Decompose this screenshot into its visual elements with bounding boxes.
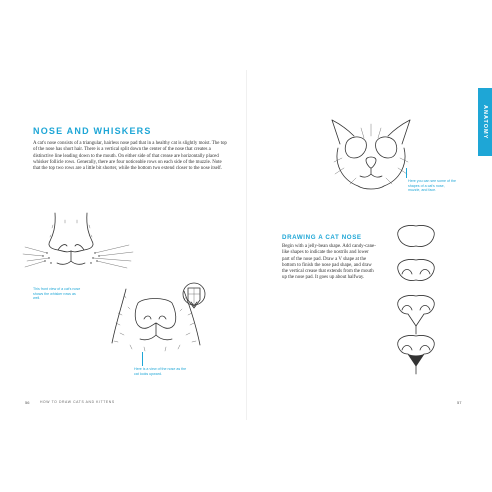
chapter-tab-label: ANATOMY — [482, 104, 488, 140]
head-sketch-diagram — [179, 280, 209, 320]
section-body-text: A cat's nose consists of a triangular, hairless nose pad that in a healthy cat is slightly moist. The top of the nose has short hair. There is a vertical split down the center of the nose that creates a distinctive line leading down to the mouth. On either side of that crease are horizontally placed whisker follicle rows. Generally, there are four noticeable rows on each side of the muzzle. Note that the top two rows are a little bit shorter, while the bottom two extend closer to the nose itself. — [33, 141, 227, 172]
caption-face-shapes: Here you can see some of the shapes of a cat's nose, muzzle, and face. — [408, 179, 456, 193]
whisker-dots-left — [42, 252, 51, 263]
step-3-v-shape — [398, 295, 435, 334]
step-2-nostrils — [398, 259, 435, 280]
caption-upward-view: Here is a view of the nose as the cat looks upward. — [134, 367, 187, 376]
cat-face-illustration — [326, 114, 416, 196]
chapter-tab — [478, 88, 492, 156]
book-title-footer: HOW TO DRAW CATS AND KITTENS — [40, 400, 115, 404]
subsection-heading: DRAWING A CAT NOSE — [282, 234, 362, 241]
subsection-body-text: Begin with a jelly-bean shape. Add candy-cane-like shapes to indicate the nostrils and lower part of the nose pad. Draw a V shape at the bottom to finish the nose pad shape, and draw the vertical crease that extends from the mouth up the nose pad. It goes up about halfway. — [282, 244, 376, 281]
caption-front-view: This front view of a cat's nose shows the whisker rows as well. — [33, 287, 81, 301]
caption-face-pointer — [406, 168, 407, 178]
front-nose-illustration — [25, 205, 135, 280]
left-page-number: 56 — [25, 400, 30, 405]
step-1-jelly-bean — [398, 225, 435, 246]
section-heading: NOSE AND WHISKERS — [33, 126, 152, 136]
page-fold — [246, 70, 247, 420]
nose-steps-illustration — [392, 222, 440, 374]
caption-pointer-line — [142, 352, 143, 366]
step-4-finished-nose — [398, 335, 435, 374]
right-page-number: 57 — [457, 400, 462, 405]
